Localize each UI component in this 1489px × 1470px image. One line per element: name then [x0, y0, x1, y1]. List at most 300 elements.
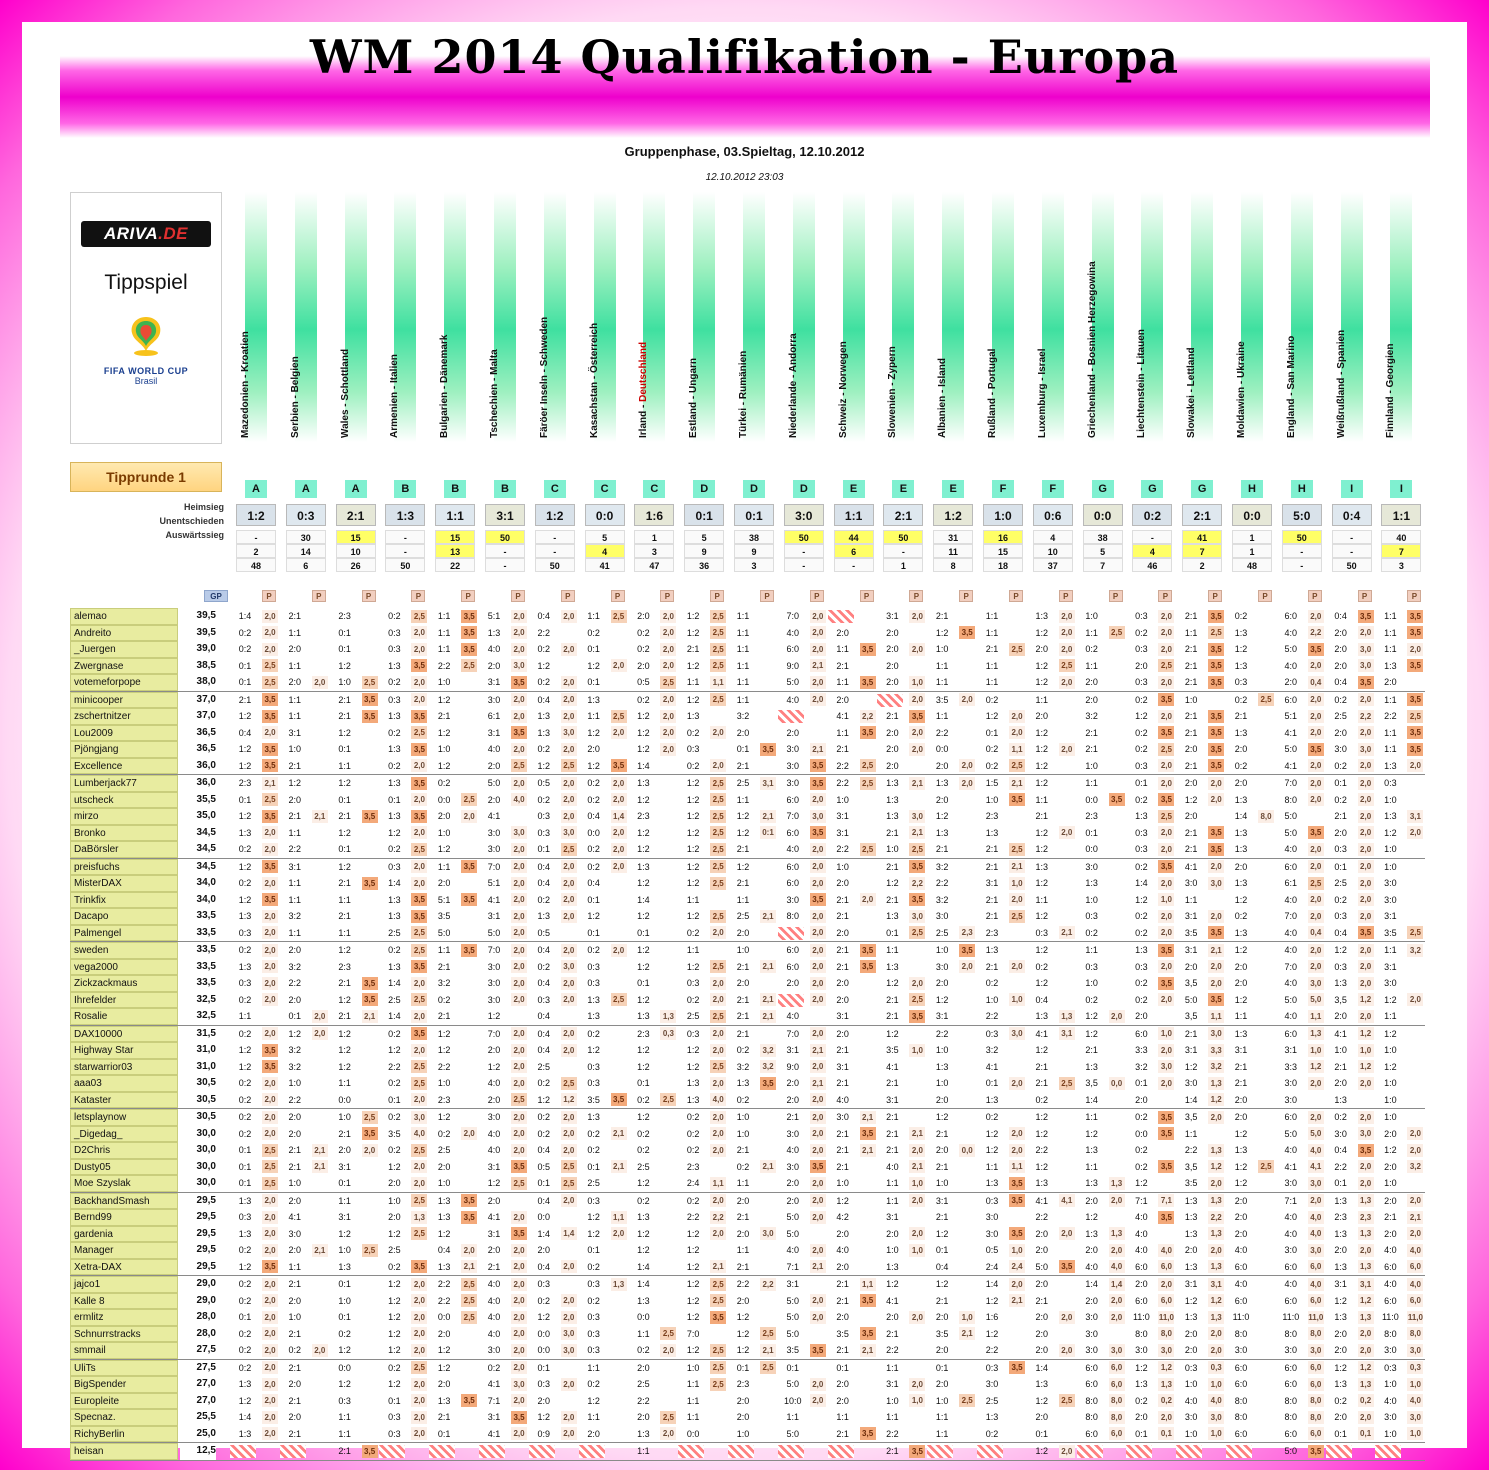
player-tip: 2:1: [338, 978, 351, 988]
player-tip: 0:1: [1334, 1178, 1347, 1188]
player-tip: 0:1: [388, 1094, 401, 1105]
player-points: 3,5: [860, 1294, 876, 1307]
player-tip: 1:1: [985, 627, 999, 638]
player-name: DAX10000: [70, 1026, 178, 1043]
player-tip: 1:2: [637, 827, 650, 838]
player-gp: 31,0: [180, 1042, 216, 1059]
player-points: 2,0: [1158, 759, 1174, 772]
player-tip: 1:3: [686, 1094, 700, 1105]
player-tip: 0:2: [587, 794, 600, 805]
player-tip: 1:2: [288, 1028, 302, 1039]
player-tip: 2:1: [935, 1295, 949, 1306]
player-points: 2,0: [810, 1177, 826, 1190]
player-tip: 1:0: [836, 1178, 849, 1188]
player-points: 2,0: [810, 1060, 826, 1073]
player-points: 2,5: [1009, 759, 1025, 772]
player-tip: 2:0: [1234, 778, 1248, 788]
player-tip: 0:2: [437, 778, 451, 788]
stat-away: 48: [236, 558, 276, 572]
player-points: 1,3: [1208, 1144, 1224, 1157]
player-points: 1,3: [1358, 1311, 1374, 1324]
player-tip: 0:2: [686, 927, 700, 938]
player-tip: 1:3: [1184, 1312, 1198, 1322]
player-points: 2,0: [810, 793, 826, 806]
player-tip: 2:0: [1334, 727, 1347, 738]
match-result: 1:2: [236, 504, 276, 526]
player-tip: 2:0: [836, 1379, 849, 1389]
player-tip: 1:3: [935, 827, 949, 838]
match-result: 1:0: [983, 504, 1023, 526]
stat-home: 30: [286, 530, 326, 544]
player-tip: 2:0: [288, 1112, 302, 1122]
player-tip: 2:0: [736, 1195, 750, 1206]
player-tip: 2:1: [886, 1446, 899, 1456]
player-tip: 1:1: [836, 644, 849, 654]
player-points: 4,0: [1308, 1278, 1324, 1291]
player-tip: 1:2: [437, 844, 451, 854]
player-tip: 1:3: [985, 1178, 999, 1188]
player-tip: 1:3: [1085, 1178, 1098, 1188]
match-result: 5:0: [1282, 504, 1322, 526]
player-tip: 5:0: [1284, 744, 1298, 754]
table-row: [70, 608, 1425, 625]
player-tip: 0:5: [537, 1161, 551, 1172]
player-points: 3,5: [262, 710, 278, 723]
player-tip: 1:0: [437, 1178, 451, 1188]
player-tip: 4:0: [786, 844, 800, 854]
stat-home: 44: [834, 530, 874, 544]
player-tip: [1126, 1445, 1152, 1458]
player-tip: 2:0: [288, 1412, 302, 1422]
player-tip: 0:0: [437, 1312, 451, 1322]
player-tip: 0:2: [1135, 694, 1148, 705]
player-points: 3,0: [511, 826, 527, 839]
player-tip: 1:3: [1234, 627, 1248, 638]
player-tip: 3:0: [1284, 1345, 1298, 1355]
player-points: 3,0: [561, 1344, 577, 1357]
player-tip: 1:2: [1384, 1028, 1397, 1039]
player-tip: 3:0: [487, 978, 501, 988]
player-tip: 2:2: [1334, 1161, 1347, 1172]
player-tip: 5:0: [786, 1312, 800, 1322]
player-tip: 1:3: [1334, 1228, 1347, 1239]
player-points: 3,5: [909, 1010, 925, 1023]
player-tip: 2:0: [487, 1045, 501, 1055]
player-points: 2,0: [1407, 1144, 1423, 1157]
table-row: [70, 758, 1425, 776]
player-tip: 4:2: [836, 1212, 849, 1222]
player-tip: 6:1: [1284, 878, 1298, 888]
player-tip: 1:1: [637, 1446, 650, 1456]
player-name: RichyBerlin: [70, 1426, 178, 1443]
player-tip: 0:3: [1085, 961, 1098, 972]
player-points: 4,0: [1308, 1227, 1324, 1240]
player-tip: 0:2: [686, 727, 700, 738]
player-points: 2,0: [1308, 1077, 1324, 1090]
player-tip: 0:3: [537, 811, 551, 821]
player-tip: 1:2: [1234, 1161, 1248, 1172]
player-points: 3,0: [511, 1378, 527, 1391]
player-tip: 5:1: [437, 894, 451, 905]
player-tip: 4:0: [1284, 1011, 1298, 1021]
points-header: P: [909, 590, 923, 602]
stat-away: 3: [734, 558, 774, 572]
player-tip: 4:0: [1135, 1245, 1148, 1255]
player-points: 2,5: [710, 643, 726, 656]
player-tip: 3:0: [1284, 1094, 1298, 1105]
player-tip: 0:1: [736, 744, 750, 754]
player-tip: 4:0: [836, 1245, 849, 1255]
player-tip: 1:4: [1184, 1094, 1198, 1105]
player-tip: 1:2: [338, 660, 351, 671]
player-tip: 0:1: [1035, 1428, 1049, 1439]
player-tip: 1:2: [388, 1295, 401, 1306]
player-name: sweden: [70, 942, 178, 959]
stat-away: 22: [435, 558, 475, 572]
group-letter: I: [1341, 480, 1363, 498]
stat-home: 38: [1083, 530, 1123, 544]
player-points: 2,0: [710, 759, 726, 772]
player-tip: 1:3: [238, 1195, 252, 1206]
player-points: 2,0: [511, 626, 527, 639]
player-tip: 0:1: [238, 660, 252, 671]
player-tip: 2:0: [1035, 1245, 1049, 1255]
player-points: 1,3: [1358, 1227, 1374, 1240]
player-tip: 3:5: [1184, 927, 1198, 938]
player-tip: 1:2: [487, 1011, 501, 1021]
player-tip: 1:3: [637, 1212, 650, 1222]
page-inner: [22, 22, 1467, 1457]
player-tip: 0:1: [587, 677, 600, 687]
player-tip: 2:5: [587, 1178, 600, 1188]
player-points: 2,0: [262, 1344, 278, 1357]
player-tip: 0:2: [637, 1345, 650, 1355]
match-name: Estland - Ungarn: [688, 357, 700, 438]
player-tip: 6:0: [1284, 1428, 1298, 1439]
player-tip: 1:0: [836, 861, 849, 872]
player-points: 4,0: [1158, 1244, 1174, 1257]
player-points: 2,0: [1158, 993, 1174, 1006]
player-gp: 36,0: [180, 775, 216, 792]
player-tip: 3:1: [886, 611, 899, 621]
player-tip: 2:0: [935, 1379, 949, 1389]
player-points: 2,0: [511, 926, 527, 939]
player-tip: 1:1: [1384, 945, 1397, 955]
player-tip: 1:1: [1184, 627, 1198, 638]
player-points: 3,5: [1407, 626, 1423, 639]
player-tip: 2:0: [1085, 694, 1098, 705]
player-points: 2,5: [760, 1361, 776, 1374]
player-points: 2,0: [411, 1010, 427, 1023]
player-tip: 3:0: [1334, 744, 1347, 754]
player-tip: 0:2: [587, 1295, 600, 1306]
player-tip: 1:1: [736, 627, 750, 638]
player-points: 2,0: [262, 944, 278, 957]
match-result: 2:1: [1182, 504, 1222, 526]
player-tip: 4:1: [886, 1295, 899, 1306]
player-points: 2,0: [1308, 910, 1324, 923]
player-tip: 1:1: [288, 694, 302, 705]
player-points: 3,5: [611, 759, 627, 772]
player-points: 3,5: [362, 810, 378, 823]
player-tip: 1:1: [1234, 1011, 1248, 1021]
player-points: 2,2: [1308, 626, 1324, 639]
table-row: [70, 658, 1425, 675]
player-tip: 1:2: [238, 811, 252, 821]
player-tip: 2:1: [836, 1045, 849, 1055]
player-points: 4,0: [1308, 1211, 1324, 1224]
table-row: [70, 908, 1425, 925]
player-tip: 5:0: [1284, 811, 1298, 821]
player-tip: 1:3: [637, 861, 650, 872]
stat-home: 40: [1381, 530, 1421, 544]
player-tip: 3:0: [836, 1112, 849, 1122]
table-row: [70, 925, 1425, 943]
player-tip: 0:4: [587, 811, 600, 821]
player-tip: 2:0: [886, 744, 899, 754]
player-points: 2,0: [561, 910, 577, 923]
player-points: 3,5: [1407, 726, 1423, 739]
player-points: 2,0: [411, 1378, 427, 1391]
player-tip: 2:1: [1184, 727, 1198, 738]
player-points: 2,0: [411, 759, 427, 772]
player-tip: 1:2: [886, 1028, 899, 1039]
player-tip: 3:0: [1384, 1345, 1397, 1355]
player-tip: 0:2: [1085, 994, 1098, 1005]
player-tip: 0:1: [587, 1245, 600, 1255]
player-tip: 3,5: [1184, 978, 1198, 988]
player-tip: 2:0: [1234, 1094, 1248, 1105]
player-tip: 2:0: [1284, 677, 1298, 687]
player-tip: 1:1: [338, 1078, 351, 1088]
player-points: 2,5: [710, 1010, 726, 1023]
player-points: 2,0: [1308, 843, 1324, 856]
player-tip: [1226, 1445, 1252, 1458]
player-tip: 1:2: [238, 1395, 252, 1406]
player-points: 2,1: [362, 1010, 378, 1023]
player-gp: 36,5: [180, 741, 216, 758]
player-tip: 4:1: [1334, 1028, 1347, 1039]
player-points: 2,0: [411, 676, 427, 689]
player-points: 2,0: [262, 826, 278, 839]
player-tip: 3:0: [786, 760, 800, 771]
player-points: 2,0: [1308, 710, 1324, 723]
player-tip: 8:0: [1284, 1395, 1298, 1406]
player-tip: 1:1: [736, 1245, 750, 1255]
player-tip: 2:5: [437, 1145, 451, 1155]
player-tip: 1:1: [1384, 744, 1397, 754]
player-tip: 2:1: [935, 1128, 949, 1139]
player-points: 3,5: [411, 743, 427, 756]
group-letter: C: [594, 480, 616, 498]
player-tip: 2:1: [1035, 1061, 1049, 1072]
player-tip: 2:0: [1135, 1094, 1148, 1105]
player-points: 3,0: [511, 659, 527, 672]
player-tip: [429, 1445, 455, 1458]
points-header: P: [760, 590, 774, 602]
player-name: preisfuchs: [70, 859, 178, 876]
player-points: 2,2: [760, 1278, 776, 1291]
player-tip: 1:1: [587, 1362, 600, 1373]
player-tip: 3:5: [836, 1328, 849, 1339]
player-points: 2,0: [511, 910, 527, 923]
player-points: 2,0: [1158, 1278, 1174, 1291]
player-tip: 2:2: [437, 1061, 451, 1072]
player-tip: 4:1: [1184, 861, 1198, 872]
match-name: Slowakei - Lettland: [1186, 347, 1198, 438]
player-points: 2,1: [860, 1344, 876, 1357]
player-tip: 2:0: [736, 1295, 750, 1306]
player-tip: 0:4: [1334, 1145, 1347, 1155]
player-tip: 1:1: [1384, 694, 1397, 705]
player-points: 2,1: [959, 1327, 975, 1340]
player-tip: 2:1: [1234, 1061, 1248, 1072]
player-points: 2,0: [1358, 626, 1374, 639]
player-points: 11,0: [1158, 1312, 1174, 1322]
player-tip: 1:3: [1384, 660, 1397, 671]
match-header: [787, 192, 815, 442]
player-points: 1,3: [1208, 1311, 1224, 1324]
player-tip: 0:2: [637, 1195, 650, 1206]
player-points: 2,0: [660, 726, 676, 739]
player-tip: 2:0: [1035, 1328, 1049, 1339]
player-points: 2,0: [411, 1294, 427, 1307]
player-points: 2,0: [262, 977, 278, 990]
player-tip: 0:4: [537, 1195, 551, 1206]
player-points: 3,5: [860, 726, 876, 739]
player-points: 2,5: [710, 777, 726, 790]
player-points: 3,5: [511, 676, 527, 689]
player-points: 3,5: [860, 1427, 876, 1440]
player-tip: 4:0: [487, 1128, 501, 1139]
player-tip: 1:3: [637, 1011, 650, 1021]
player-tip: 6:0: [1234, 1428, 1248, 1439]
player-points: 3,5: [262, 860, 278, 873]
group-letter: D: [793, 480, 815, 498]
player-tip: 4:0: [886, 1161, 899, 1172]
player-points: 2,0: [1009, 960, 1025, 973]
player-tip: 4:0: [1135, 1212, 1148, 1222]
stat-draw: 3: [634, 544, 674, 558]
player-points: 2,0: [511, 1111, 527, 1124]
player-points: 1,0: [1208, 1378, 1224, 1391]
player-points: 2,0: [1208, 1111, 1224, 1124]
player-tip: 1:2: [1035, 1112, 1049, 1122]
player-points: 3,5: [1208, 759, 1224, 772]
player-tip: 0:3: [1234, 677, 1248, 687]
player-tip: 1:3: [388, 961, 401, 972]
player-tip: 1:3: [537, 727, 551, 738]
player-tip: 2:0: [1334, 1345, 1347, 1355]
player-points: 2,0: [511, 877, 527, 890]
player-points: 3,5: [1009, 1227, 1025, 1240]
player-tip: 2:1: [1234, 711, 1248, 721]
player-tip: 5:0: [1035, 1261, 1049, 1272]
player-name: Dacapo: [70, 908, 178, 925]
player-tip: 2:1: [288, 1362, 302, 1373]
player-tip: 8:0: [786, 911, 800, 921]
player-points: 2,2: [1358, 710, 1374, 723]
round-label: Tipprunde 1: [70, 462, 222, 492]
player-tip: 1:2: [935, 1228, 949, 1239]
player-tip: 1:3: [1334, 1312, 1347, 1322]
player-tip: 1:2: [338, 827, 351, 838]
player-points: 2,0: [561, 743, 577, 756]
player-tip: 2:1: [437, 1011, 451, 1021]
player-tip: 0:1: [238, 794, 252, 805]
player-tip: 5:0: [1184, 994, 1198, 1005]
player-gp: 34,5: [180, 825, 216, 842]
player-points: 1,3: [1358, 1378, 1374, 1391]
player-tip: 2:5: [637, 1379, 650, 1389]
player-tip: 1:0: [935, 644, 949, 654]
player-points: 2,5: [411, 926, 427, 939]
player-points: 1,1: [1308, 1010, 1324, 1023]
player-tip: 0:2: [587, 861, 600, 872]
player-tip: 1:2: [587, 760, 600, 771]
player-tip: 2:1: [886, 711, 899, 721]
player-points: 2,0: [561, 693, 577, 706]
player-tip: 0:1: [338, 1312, 351, 1322]
player-points: 2,3: [1358, 1211, 1374, 1224]
player-tip: 7:0: [786, 811, 800, 821]
player-tip: 0:2: [587, 778, 600, 788]
player-points: 2,0: [1009, 710, 1025, 723]
player-tip: 1:3: [1334, 1379, 1347, 1389]
player-tip: 1:3: [238, 911, 252, 921]
player-points: 2,0: [660, 1427, 676, 1440]
player-tip: 0:2: [1035, 1094, 1049, 1105]
player-tip: 2:1: [338, 1011, 351, 1021]
player-points: 2,0: [1208, 793, 1224, 806]
stat-home: 1: [634, 530, 674, 544]
player-tip: 4:1: [836, 711, 849, 721]
player-tip: 2:0: [786, 1078, 800, 1088]
player-tip: 0:2: [985, 694, 999, 705]
player-points: 2,5: [561, 1160, 577, 1173]
player-tip: 1:4: [238, 611, 252, 621]
player-tip: 1:2: [1184, 1295, 1198, 1306]
player-points: 2,0: [511, 743, 527, 756]
player-tip: 7:1: [487, 1395, 501, 1406]
player-tip: 4:1: [487, 894, 501, 905]
player-tip: 4:0: [1284, 1145, 1298, 1155]
player-points: 1,2: [1208, 1093, 1224, 1106]
player-tip: 1:3: [985, 945, 999, 955]
player-tip: 0:2: [388, 1362, 401, 1373]
player-tip: 0:1: [637, 1078, 650, 1088]
table-row: [70, 841, 1425, 859]
player-tip: 2:2: [1384, 711, 1397, 721]
player-tip: 1:2: [985, 1328, 999, 1339]
player-points: 2,0: [262, 877, 278, 890]
player-points: 6,0: [1308, 1361, 1324, 1374]
player-points: 8,0: [1109, 1394, 1125, 1407]
player-points: 2,0: [1308, 759, 1324, 772]
stat-draw: -: [784, 544, 824, 558]
player-gp: 34,0: [180, 875, 216, 892]
player-points: 1,0: [1009, 1244, 1025, 1257]
player-points: 2,0: [1358, 977, 1374, 990]
player-points: 2,5: [710, 659, 726, 672]
player-tip: 2:1: [886, 894, 899, 905]
player-tip: 0:2: [587, 1379, 600, 1389]
player-tip: 0:2: [537, 794, 551, 805]
table-row: [70, 1259, 1425, 1277]
player-points: 2,0: [511, 993, 527, 1006]
player-tip: 3:1: [487, 1161, 501, 1172]
player-tip: 2:1: [1334, 811, 1347, 821]
